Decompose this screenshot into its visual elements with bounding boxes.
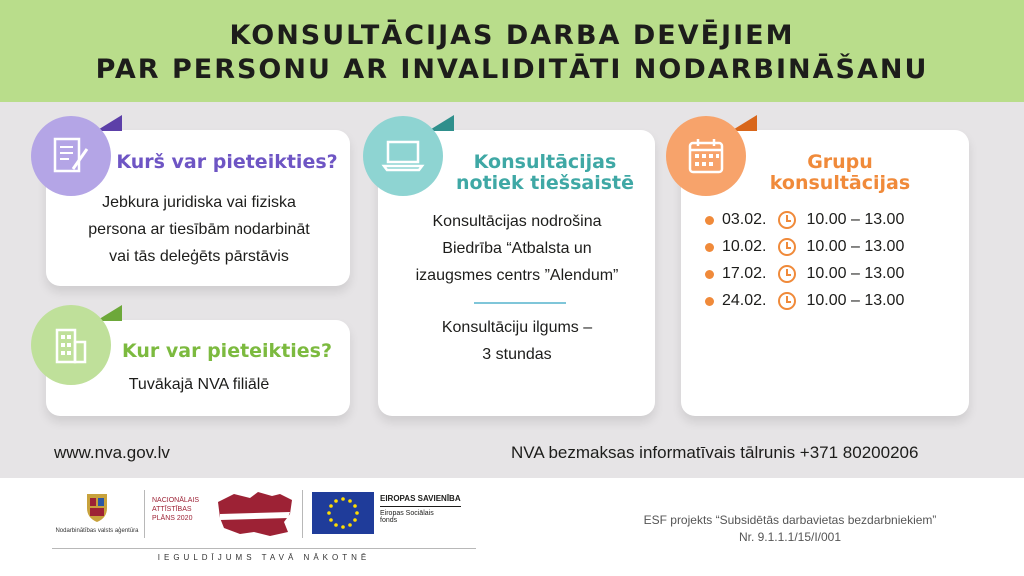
bullet-dot-icon	[705, 243, 714, 252]
card-group-title	[745, 152, 935, 194]
slot-date: 10.02.	[722, 238, 767, 255]
slogan: IEGULDĪJUMS TAVĀ NĀKOTNĒ	[157, 553, 371, 562]
card-online-title-2: notiek tiešsaistē	[455, 172, 635, 194]
title-line-1: KONSULTĀCIJAS DARBA DEVĒJIEM	[229, 20, 795, 51]
schedule-slot	[705, 209, 904, 231]
project-line-2: Nr. 9.1.1.1/15/I/001	[738, 530, 842, 544]
laptop-icon	[363, 116, 443, 196]
card-online-duration-2: 3 stundas	[482, 346, 552, 363]
card-online-line-2: Biedrība “Atbalsta un	[442, 240, 592, 257]
divider	[474, 302, 566, 304]
card-who-line-2: persona ar tiesībām nodarbināt	[88, 221, 310, 238]
latvia-map-icon	[214, 488, 296, 540]
card-online-duration	[386, 314, 648, 368]
card-group-title-1: Grupu	[807, 151, 873, 173]
card-online-title	[440, 152, 650, 194]
title-line-2: PAR PERSONU AR INVALIDITĀTI NODARBINĀŠANU	[95, 54, 929, 85]
project-info	[600, 512, 980, 546]
card-online-line-3: izaugsmes centrs ”Alendum”	[415, 267, 619, 284]
nap-line-1: NACIONĀLAIS	[152, 497, 200, 504]
eu-title: EIROPAS SAVIENĪBA	[380, 494, 461, 507]
card-who-title: Kurš var pieteikties?	[116, 151, 338, 173]
bullet-dot-icon	[705, 270, 714, 279]
card-who-line-1: Jebkura juridiska vai fiziska	[102, 194, 296, 211]
logo-divider	[144, 490, 145, 538]
slot-date: 24.02.	[722, 292, 767, 309]
phone-info: NVA bezmaksas informatīvais tālrunis +371 80200206	[511, 443, 919, 462]
clock-icon	[778, 211, 796, 229]
nap-line-2: ATTĪSTĪBAS	[152, 506, 192, 513]
project-line-1: ESF projekts “Subsidētās darbavietas bezdarbniekiem”	[643, 513, 937, 527]
calendar-icon	[666, 116, 746, 196]
clock-icon	[778, 238, 796, 256]
logo-strip	[0, 478, 1024, 576]
website-link[interactable]: www.nva.gov.lv	[54, 443, 170, 462]
eu-flag-icon	[312, 492, 374, 534]
card-group-title-2: konsultācijas	[769, 172, 911, 194]
schedule-slot	[705, 236, 904, 258]
slot-time: 10.00 – 13.00	[806, 238, 905, 255]
logo-divider	[302, 490, 303, 538]
nap-logo	[152, 496, 199, 523]
eu-sub-2: fonds	[380, 517, 398, 524]
nva-logo	[52, 490, 142, 534]
document-pen-icon	[31, 116, 111, 196]
bullet-dot-icon	[705, 216, 714, 225]
card-who-text	[56, 189, 342, 270]
card-where-title: Kur var pieteikties?	[121, 340, 333, 362]
card-online-title-1: Konsultācijas	[473, 151, 617, 173]
header-banner	[0, 0, 1024, 102]
bullet-dot-icon	[705, 297, 714, 306]
schedule-slot	[705, 263, 904, 285]
slot-date: 17.02.	[722, 265, 767, 282]
eu-text	[380, 494, 461, 524]
page-title	[0, 0, 1024, 87]
slot-date: 03.02.	[722, 211, 767, 228]
slogan-rule	[52, 548, 476, 549]
card-where-text: Tuvākajā NVA filiālē	[128, 376, 270, 393]
card-who-line-3: vai tās deleģēts pārstāvis	[109, 248, 289, 265]
nva-caption: Nodarbinātības valsts aģentūra	[55, 528, 139, 534]
card-online-duration-1: Konsultāciju ilgums –	[441, 319, 593, 336]
eu-sub-1: Eiropas Sociālais	[380, 510, 434, 517]
nap-line-3: PLĀNS 2020	[152, 515, 193, 522]
slot-time: 10.00 – 13.00	[806, 292, 905, 309]
slot-time: 10.00 – 13.00	[806, 211, 905, 228]
clock-icon	[778, 265, 796, 283]
coat-of-arms-icon	[82, 490, 112, 524]
schedule-slot	[705, 290, 904, 312]
card-online-line-1: Konsultācijas nodrošina	[432, 213, 602, 230]
card-online-text	[386, 208, 648, 289]
clock-icon	[778, 292, 796, 310]
slot-time: 10.00 – 13.00	[806, 265, 905, 282]
